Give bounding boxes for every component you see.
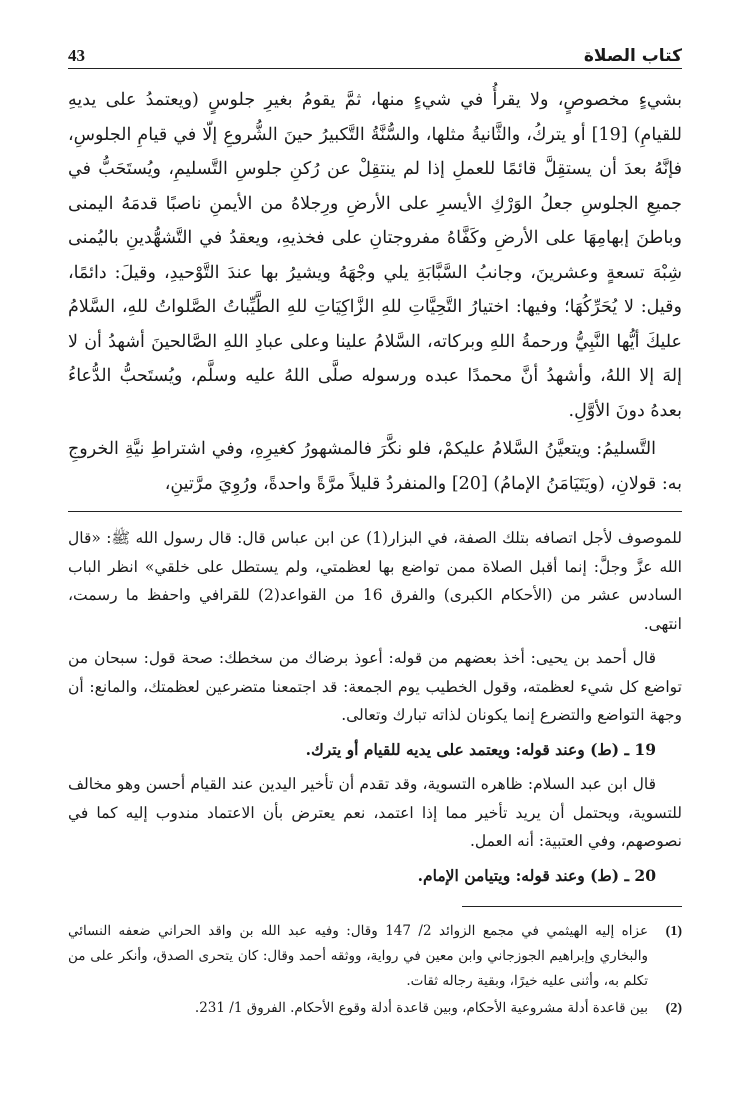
main-paragraph: التَّسليمُ: ويتعيَّنُ السَّلامُ عليكمْ، فلو نكَّرَ فالمشهورُ كغيرِهِ، وفي اشتراطِ نيَّةِ الخروجِ به: قولانِ، (ويَتَيَامَنُ الإمامُ) [20] والمنفردُ قليلاً مرَّةً واحدةً، ورُوِيَ مرَّتينِ، xyxy=(68,439,682,494)
commentary-divider xyxy=(68,511,682,512)
commentary-paragraph: للموصوف لأجل اتصافه بتلك الصفة، في البزار(1) عن ابن عباس قال: قال رسول الله ﷺ: «قال الله عزَّ وجلَّ: إنما أقبل الصلاة ممن تواضع بها لعظمتي، ولم يستطل على خلقي» انظر الباب السادس عشر من (الأحكام الكبرى) والفرق 16 من القواعد(2) للقرافي واحفظ ما رسمت، انتهى. xyxy=(68,529,682,633)
book-page xyxy=(68,36,682,1076)
running-header xyxy=(68,36,682,69)
footnote-number: (2) xyxy=(665,1001,682,1016)
commentary-paragraph: قال ابن عبد السلام: ظاهره التسوية، وقد تقدم أن تأخير اليدين عند القيام أحسن وهو مخالف للتسوية، ويحتمل أن يريد تأخير مما إذا اعتمد، نعم يعترض بأن الاعتماد مندوب إليه كما في نصوصهم، وفي العتبية: أنه العمل. xyxy=(68,775,682,850)
commentary-heading: 19 ـ (ط) وعند قوله: ويعتمد على يديه للقيام أو يترك. xyxy=(305,739,656,759)
footnote-number: (1) xyxy=(665,924,682,939)
footnote-divider xyxy=(462,906,682,907)
footnote xyxy=(68,919,682,994)
commentary-paragraph: قال أحمد بن يحيى: أخذ بعضهم من قوله: أعوذ برضاك من سخطك: صحة قول: سبحان من تواضع كل شيء لعظمته، وقول الخطيب يوم الجمعة: قد اجتمعنا متضرعين لعظمتك، والمانع: أن وجهة التواضع والتضرع إنما يكونان لذاته تبارك وتعالى. xyxy=(68,649,682,724)
footnote-text: بين قاعدة أدلة مشروعية الأحكام، وبين قاعدة أدلة وقوع الأحكام. الفروق 1/ 231. xyxy=(194,1000,648,1016)
page-number: 43 xyxy=(68,46,85,65)
main-paragraph: بشيءٍ مخصوصٍ، ولا يقرأُ في شيءٍ منها، ثمَّ يقومُ بغيرِ جلوسٍ (ويعتمدُ على يديهِ للقيامِ) [19] أو يتركُ، والثَّانيةُ مثلها، والسُّنَّةُ التَّكبيرُ حينَ الشُّروعِ إلّا في قيامِ الجلوسِ، فإنَّهُ بعدَ أن يستقِلَّ قائمًا للعملِ إذا لم ينتقِلْ عن رُكنِ جلوسِ التَّسليمِ، ويُستَحَبُّ في جميعِ الجلوسِ جعلُ الوَرْكِ الأيسرِ على الأرضِ ورِجلاهُ من الأيمنِ ناصبًا قدمَهُ اليمنى وباطنَ إبهامِهَا على الأرضِ وكَفَّاهُ مفروجتانِ على فخذيهِ، ويعقدُ في التَّشهُّدينِ باليُمنى شِبْهَ تسعةٍ وعشرينَ، وجانبُ السَّبَّابَةِ يلي وجْهَهُ ويشيرُ بها عندَ التَّوْحيدِ، وقيلَ: دائمًا، وقيل: لا يُحَرِّكُهَا؛ وفيها: اختيارُ التَّحِيَّاتِ للهِ الزَّاكِيَاتِ للهِ الطَّيِّباتُ الصَّلواتُ للهِ، السَّلامُ عليكَ أيُّها النَّبِيُّ ورحمةُ اللهِ وبركاته، السَّلامُ علينا وعلى عبادِ اللهِ الصَّالحينَ أشهدُ أن لا إلهَ إلا اللهُ، وأشهدُ أنَّ محمدًا عبده ورسوله صلَّى اللهُ عليه وسلَّم، ويُستَحبُّ الدُّعاءُ بعدهُ دونَ الأوَّلِ. xyxy=(68,90,682,421)
commentary xyxy=(68,524,682,890)
footnotes xyxy=(68,919,682,1021)
main-text xyxy=(68,83,682,501)
commentary-heading: 20 ـ (ط) وعند قوله: ويتيامن الإمام. xyxy=(417,865,656,885)
footnote-text: عزاه إليه الهيثمي في مجمع الزوائد 2/ 147 وقال: وفيه عبد الله بن واقد الحراني ضعفه النسائي والبخاري وإبراهيم الجوزجاني وابن معين في رواية، ووثقه أحمد وقال: كان يتحرى الصدق، وأنكر على من تكلم به، وأثنى عليه خيرًا، وبقية رجاله ثقات. xyxy=(68,923,648,989)
footnote xyxy=(68,996,682,1021)
chapter-title: كتاب الصلاة xyxy=(583,46,682,66)
